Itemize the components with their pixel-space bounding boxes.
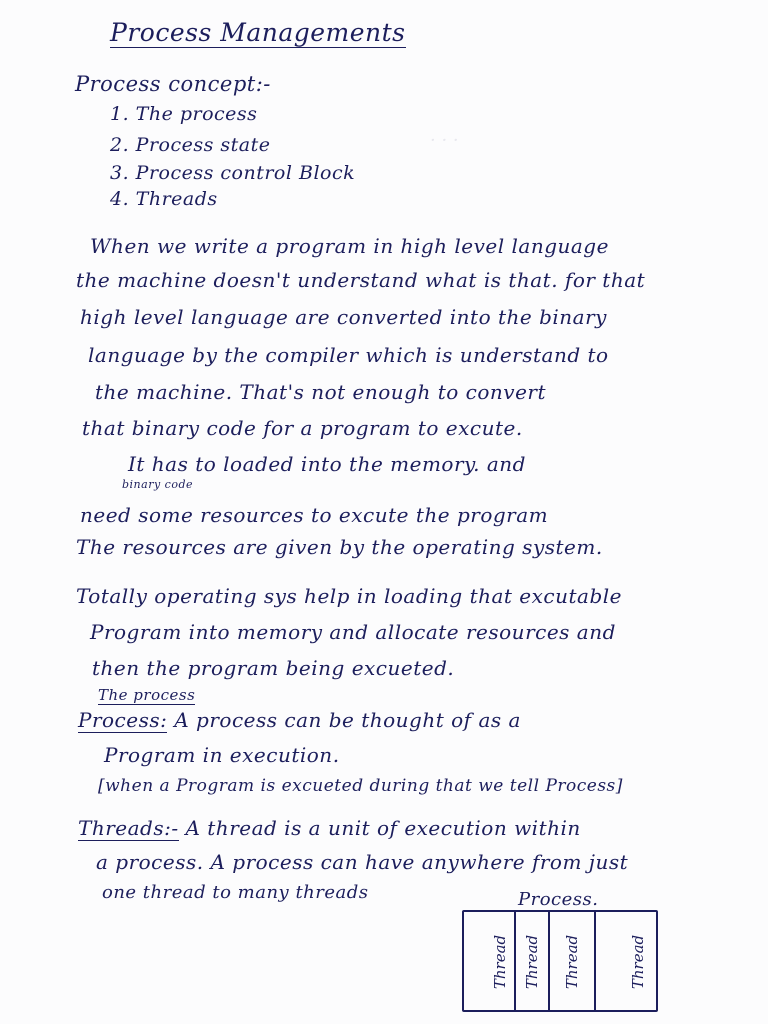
bracket-note: [when a Program is excueted during that we tell Process] [98, 776, 623, 796]
caret-annotation: binary code [122, 478, 194, 491]
concept-item: 1. The process [110, 103, 258, 125]
concept-item: 2. Process state [110, 134, 271, 156]
process-thread-diagram [462, 910, 658, 1012]
process-label: Process: [78, 708, 168, 732]
concept-heading: Process concept:- [75, 72, 271, 96]
threads-label: Threads:- [78, 816, 179, 840]
thread-column [514, 912, 550, 1010]
thread-column [464, 912, 516, 1010]
bleed-through-text: · · · [430, 130, 459, 151]
concept-item: 4. Threads [110, 188, 218, 210]
paragraph-line: that binary code for a program to excute. [82, 416, 523, 440]
paragraph-line: need some resources to excute the program [80, 503, 549, 527]
paragraph-line: Program in execution. [104, 743, 340, 767]
paragraph-line: the machine. That's not enough to convert [95, 380, 546, 404]
paragraph-line: one thread to many threads [102, 882, 369, 903]
thread-label: Thread [491, 934, 509, 990]
paragraph-line: the machine doesn't understand what is that. for that [76, 268, 646, 292]
thread-label: Thread [563, 934, 581, 990]
paragraph-line: Program into memory and allocate resources and [90, 620, 616, 644]
paragraph-line: language by the compiler which is understand to [88, 343, 609, 367]
paragraph-line: then the program being excueted. [92, 656, 455, 680]
page-title: Process Managements [110, 18, 406, 47]
paragraph-line: When we write a program in high level language [90, 234, 609, 258]
process-insert-note: The process [98, 686, 196, 704]
paragraph-line: high level language are converted into the binary [80, 305, 607, 329]
diagram-label: Process. [518, 889, 599, 910]
paragraph-line: The resources are given by the operating system. [76, 535, 603, 559]
process-definition-text: A process can be thought of as a [174, 708, 521, 732]
thread-label: Thread [629, 934, 647, 990]
thread-column [548, 912, 596, 1010]
threads-definition-text: A thread is a unit of execution within [185, 816, 581, 840]
thread-column [594, 912, 656, 1010]
thread-label: Thread [523, 934, 541, 990]
concept-item: 3. Process control Block [110, 162, 356, 184]
paragraph-line: It has to loaded into the memory. and [128, 452, 526, 476]
paragraph-line: a process. A process can have anywhere from just [96, 850, 629, 874]
paragraph-line: Totally operating sys help in loading that excutable [76, 584, 622, 608]
